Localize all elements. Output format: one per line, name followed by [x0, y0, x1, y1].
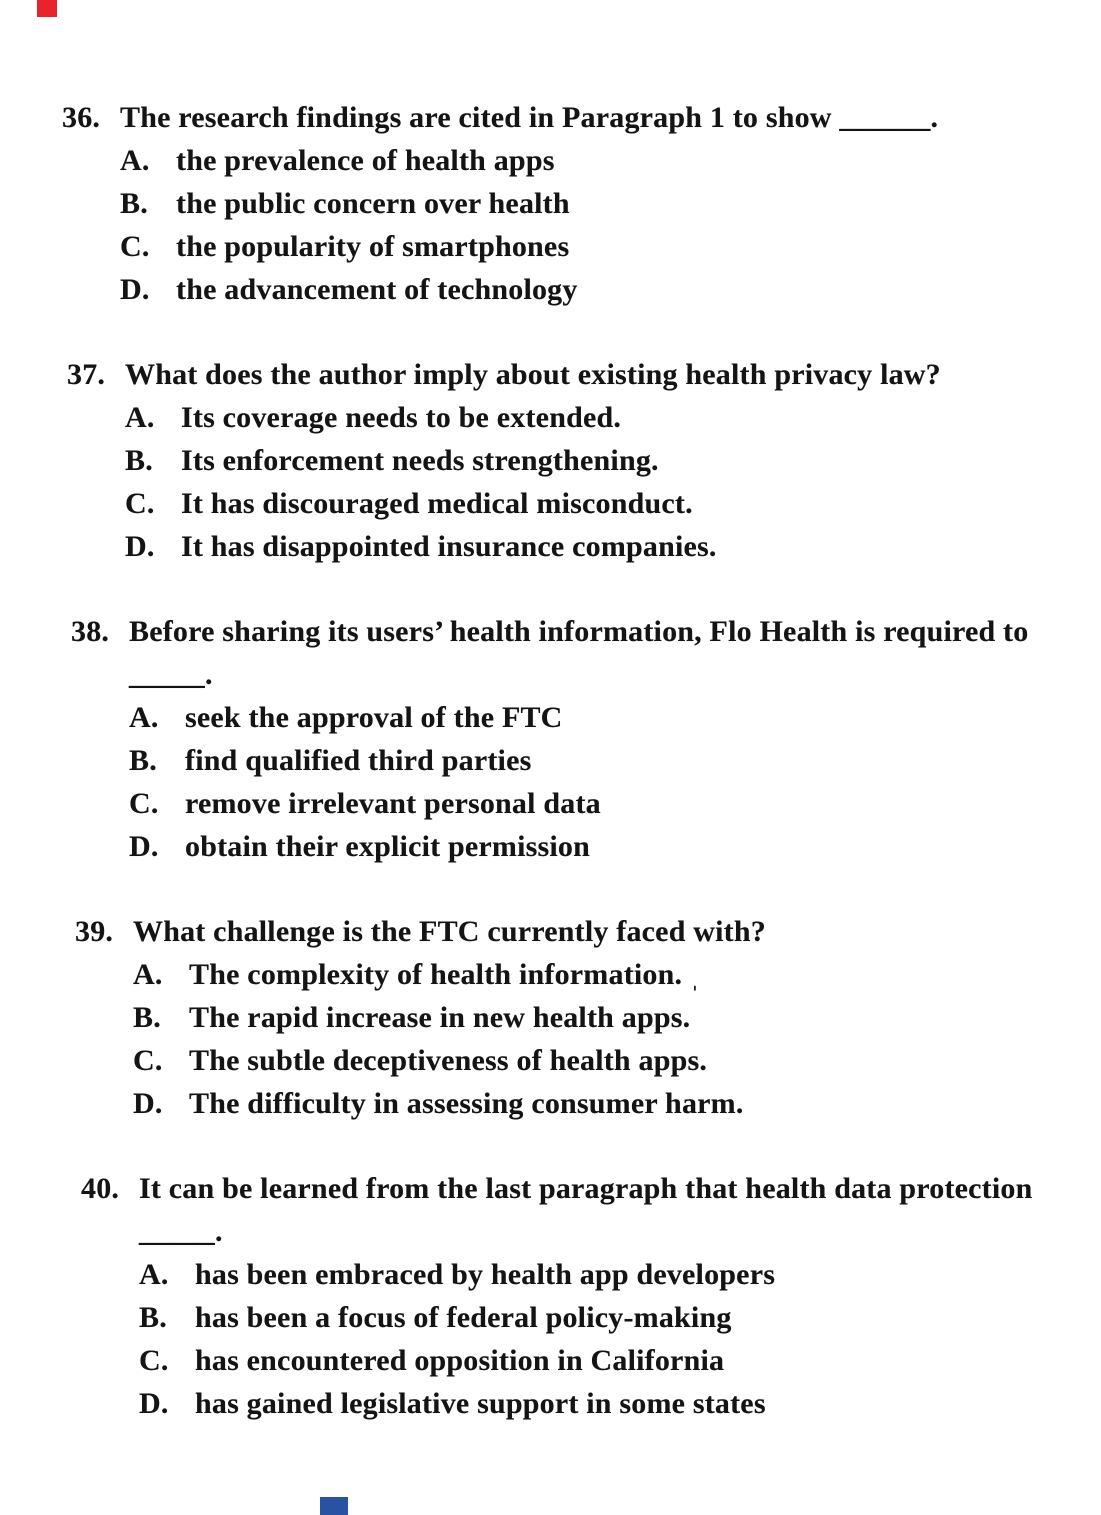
option-text: the popularity of smartphones — [176, 230, 570, 263]
option-letter: A. — [120, 144, 150, 177]
question-stem: What challenge is the FTC currently faced with? — [133, 915, 766, 948]
answer-option — [81, 1296, 1101, 1339]
answer-option — [75, 996, 1101, 1039]
scan-artifact-blue-mark — [320, 1497, 348, 1515]
option-text: The difficulty in assessing consumer harm. — [189, 1087, 744, 1120]
option-text: has encountered opposition in California — [195, 1344, 725, 1377]
answer-option — [71, 739, 1101, 782]
question-number: 39. — [75, 915, 114, 948]
question-block-38 — [71, 610, 1101, 868]
question-stem-row — [62, 96, 1101, 139]
answer-option — [67, 396, 1101, 439]
question-number: 40. — [81, 1172, 120, 1205]
question-block-39 — [75, 910, 1101, 1125]
option-text: find qualified third parties — [185, 744, 532, 777]
option-letter: B. — [133, 1001, 161, 1034]
option-letter: C. — [139, 1344, 169, 1377]
question-stem-row — [71, 610, 1101, 696]
option-letter: B. — [129, 744, 157, 777]
option-text: Its enforcement needs strengthening. — [181, 444, 659, 477]
answer-option — [62, 225, 1101, 268]
option-text: the public concern over health — [176, 187, 570, 220]
answer-option — [71, 782, 1101, 825]
question-number: 38. — [71, 615, 110, 648]
option-letter: D. — [139, 1387, 169, 1420]
question-number: 37. — [67, 358, 106, 391]
option-letter: A. — [125, 401, 155, 434]
question-block-36 — [62, 96, 1101, 311]
option-letter: B. — [120, 187, 148, 220]
question-stem-row — [67, 353, 1101, 396]
answer-option — [75, 953, 1101, 996]
answer-option — [62, 139, 1101, 182]
answer-option — [75, 1082, 1101, 1125]
option-letter: B. — [125, 444, 153, 477]
answer-option — [81, 1339, 1101, 1382]
option-text: It has discouraged medical misconduct. — [181, 487, 693, 520]
option-letter: C. — [133, 1044, 163, 1077]
option-text: the advancement of technology — [176, 273, 578, 306]
answer-option — [62, 182, 1101, 225]
option-text: Its coverage needs to be extended. — [181, 401, 622, 434]
answer-option — [71, 696, 1101, 739]
option-text: obtain their explicit permission — [185, 830, 591, 863]
option-letter: C. — [125, 487, 155, 520]
option-letter: B. — [139, 1301, 167, 1334]
answer-option — [62, 268, 1101, 311]
option-letter: D. — [120, 273, 150, 306]
option-text: remove irrelevant personal data — [185, 787, 601, 820]
question-block-37 — [67, 353, 1101, 568]
option-text: has been a focus of federal policy-making — [195, 1301, 732, 1334]
question-number: 36. — [62, 101, 101, 134]
option-text: It has disappointed insurance companies. — [181, 530, 717, 563]
option-text: The complexity of health information. ˌ — [189, 958, 701, 991]
answer-option — [67, 525, 1101, 568]
option-letter: D. — [129, 830, 159, 863]
question-block-40 — [81, 1167, 1101, 1425]
answer-option — [81, 1382, 1101, 1425]
option-letter: A. — [129, 701, 159, 734]
question-stem: Before sharing its users’ health information, Flo Health is required to _____. — [129, 615, 1029, 691]
option-letter: A. — [139, 1258, 169, 1291]
option-letter: C. — [129, 787, 159, 820]
answer-option — [71, 825, 1101, 868]
question-stem-row — [81, 1167, 1101, 1253]
question-stem-row — [75, 910, 1101, 953]
answer-option — [75, 1039, 1101, 1082]
scan-artifact-red-mark — [37, 0, 57, 17]
question-stem: It can be learned from the last paragraph that health data protection _____. — [139, 1172, 1033, 1248]
option-text: has been embraced by health app developers — [195, 1258, 776, 1291]
question-stem: What does the author imply about existing health privacy law? — [125, 358, 941, 391]
option-letter: A. — [133, 958, 163, 991]
answer-option — [81, 1253, 1101, 1296]
answer-option — [67, 439, 1101, 482]
option-text: The rapid increase in new health apps. — [189, 1001, 691, 1034]
option-text: seek the approval of the FTC — [185, 701, 563, 734]
option-letter: D. — [125, 530, 155, 563]
option-letter: D. — [133, 1087, 163, 1120]
option-text: has gained legislative support in some states — [195, 1387, 766, 1420]
question-stem: The research findings are cited in Paragraph 1 to show ______. — [120, 101, 939, 134]
question-list — [0, 96, 1101, 1467]
option-text: the prevalence of health apps — [176, 144, 555, 177]
option-text: The subtle deceptiveness of health apps. — [189, 1044, 708, 1077]
answer-option — [67, 482, 1101, 525]
option-letter: C. — [120, 230, 150, 263]
